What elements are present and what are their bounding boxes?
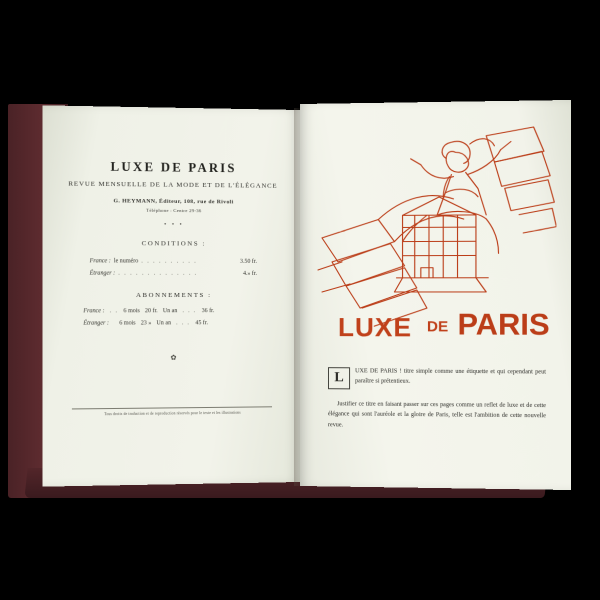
right-page-body-text [328, 366, 546, 433]
subs-row-1-price1: 23 » [140, 320, 152, 327]
list-item [90, 268, 257, 280]
list-item [90, 256, 257, 268]
subs-row-1-term1: 6 mois [119, 320, 136, 327]
paragraph-one-block [328, 366, 546, 392]
ornament-bottom: ✿ [170, 353, 178, 363]
right-page-content [316, 117, 556, 476]
list-item [83, 305, 263, 318]
subs-row-1-price2: 45 fr. [195, 320, 208, 327]
list-item [83, 317, 263, 330]
cover-title-artwork [326, 308, 552, 353]
conditions-row-0-label: France : [89, 258, 111, 265]
left-page-content [66, 159, 280, 363]
conditions-row-1-label: Étranger : [89, 269, 116, 277]
drop-cap: L [328, 367, 350, 389]
conditions-row-0-detail: le numéro [113, 258, 139, 265]
title-word-luxe: LUXE [338, 312, 413, 343]
subs-row-1-term2: Un an [156, 320, 172, 327]
conditions-list [90, 256, 257, 280]
subscriptions-list [83, 305, 263, 330]
publisher-line: G. HEYMANN, Éditeur, 108, rue de Rivoli [113, 198, 234, 206]
right-page [300, 100, 571, 490]
masthead-title: LUXE DE PARIS [110, 159, 237, 176]
title-word-paris: PARIS [457, 308, 550, 342]
cover-illustration [316, 117, 556, 336]
subs-row-0-dots: . . [109, 308, 119, 315]
subs-row-0-term1: 6 mois [123, 308, 140, 315]
subs-row-0-term2: Un an [162, 308, 178, 315]
subs-row-0-dots2: . . . [182, 308, 197, 315]
conditions-row-0-dots: . . . . . . . . . . [141, 258, 198, 265]
subs-row-1-label: Étranger : [83, 320, 109, 327]
subscriptions-heading: ABONNEMENTS : [135, 291, 212, 300]
subs-row-0-price2: 36 fr. [201, 308, 215, 315]
open-book [8, 96, 592, 506]
conditions-heading: CONDITIONS : [141, 240, 206, 248]
subs-row-0-price1: 20 fr. [144, 308, 158, 315]
conditions-row-0-value: 3.50 fr. [240, 258, 257, 265]
copyright-footnote: Tous droits de traduction et de reproduction réservés pour le texte et les illustrations [104, 410, 241, 417]
paragraph-one: UXE DE PARIS ! titre simple comme une étiquette et qui cependant peut paraître si prétentieux. [355, 368, 547, 386]
ornament-top: • • • [164, 222, 184, 229]
conditions-row-1-value: 4.» fr. [242, 270, 257, 277]
title-word-de: DE [426, 318, 449, 336]
paragraph-two: Justifier ce titre en faisant passer sur ces pages comme un reflet de luxe et de cette élégance qui sont l'auréole et la gloire de Paris, telle est l'ambition de cette nouvelle revue. [327, 401, 547, 429]
conditions-row-1-dots: . . . . . . . . . . . . . . [118, 270, 198, 277]
left-page [43, 105, 300, 486]
subs-row-0-label: France : [83, 308, 105, 315]
masthead-subtitle: REVUE MENSUELLE DE LA MODE ET DE L'ÉLÉGANCE [68, 180, 278, 190]
telephone-line: Téléphone : Centre 29-36 [146, 207, 202, 214]
subs-row-1-dots2: . . . [176, 320, 191, 327]
footer-divider [72, 406, 272, 409]
